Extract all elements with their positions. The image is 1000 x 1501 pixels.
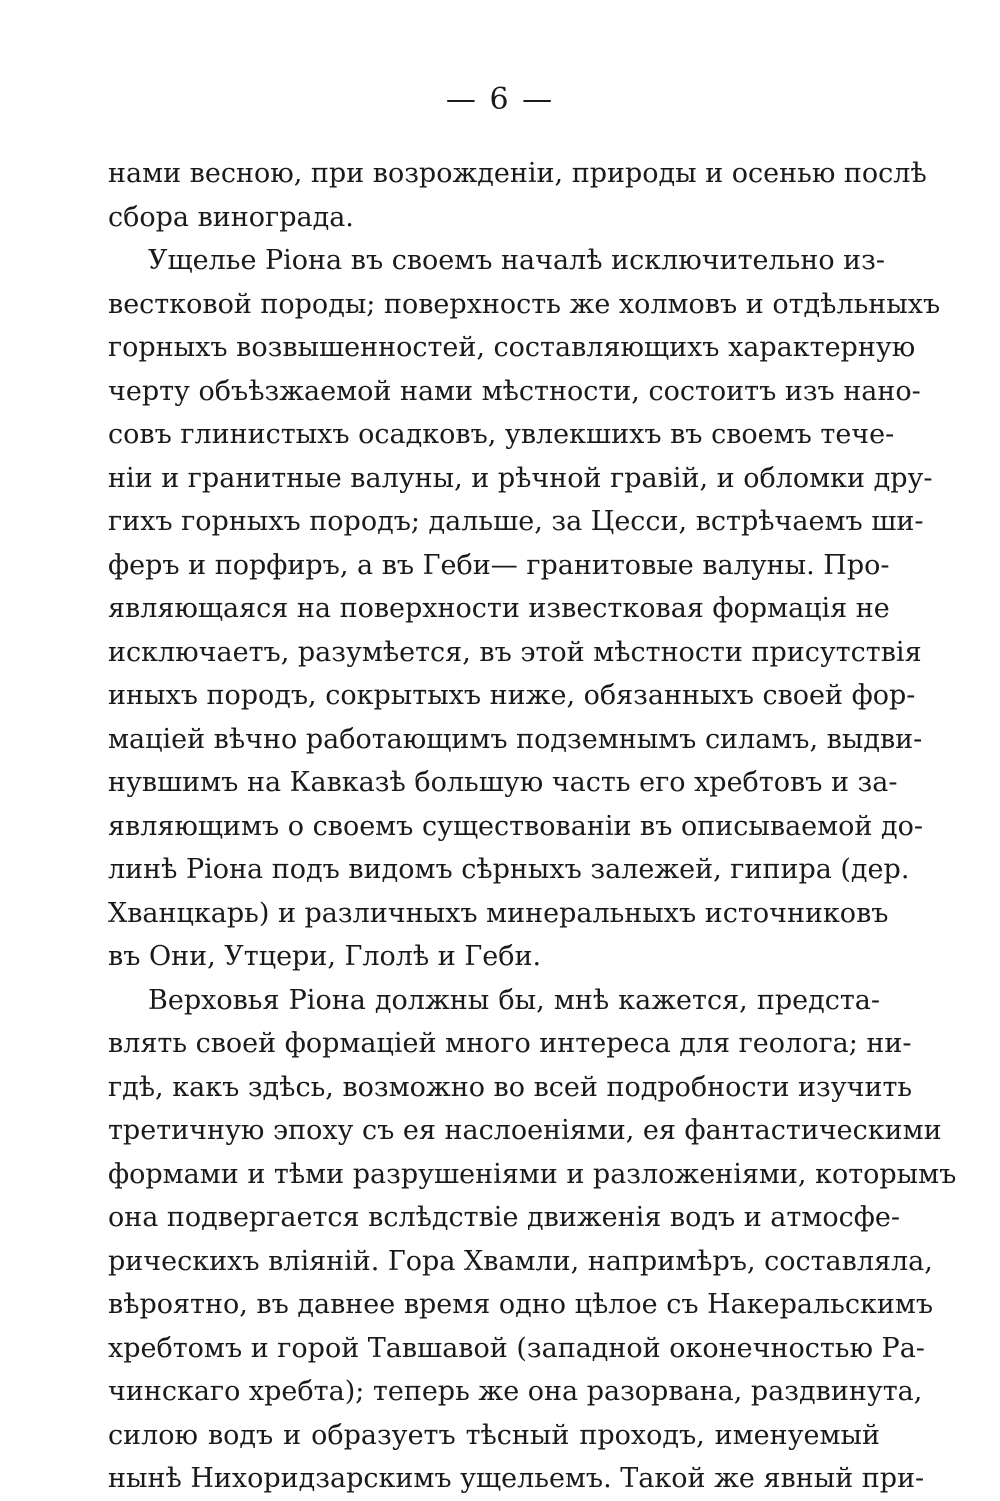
text-line: маціей вѣчно работающимъ подземнымъ силамъ, выдви- (108, 723, 923, 755)
text-line: линѣ Ріона подъ видомъ сѣрныхъ залежей, гипира (дер. (108, 854, 910, 885)
text-line: ніи и гранитные валуны, и рѣчной гравій, и обломки дру- (108, 462, 933, 494)
text-line: гихъ горныхъ породъ; дальше, за Цесси, встрѣчаемъ ши- (108, 506, 924, 537)
text-line: чинскаго хребта); теперь же она разорвана, раздвинута, (108, 1376, 923, 1407)
text-line: она подвергается вслѣдствіе движенія водъ и атмосфе- (108, 1202, 900, 1233)
text-line: исключаетъ, разумѣется, въ этой мѣстности присутствія (108, 636, 922, 668)
text-line: Хванцкарь) и различныхъ минеральныхъ источниковъ (108, 897, 889, 929)
text-line: вѣроятно, въ давнее время одно цѣлое съ Накеральскимъ (108, 1289, 934, 1320)
text-line: горныхъ возвышенностей, составляющихъ характерную (108, 332, 916, 363)
text-line: въ Они, Утцери, Глолѣ и Геби. (108, 941, 542, 972)
text-line: вестковой породы; поверхность же холмовъ и отдѣльныхъ (108, 288, 941, 320)
text-line: являющаяся на поверхности известковая формація не (108, 593, 890, 624)
text-line: иныхъ породъ, сокрытыхъ ниже, обязанныхъ своей фор- (108, 680, 916, 711)
text-line: силою водъ и образуетъ тѣсный проходъ, именуемый (108, 1419, 880, 1451)
text-line: гдѣ, какъ здѣсь, возможно во всей подробности изучить (108, 1071, 913, 1103)
text-line: влять своей формаціей много интереса для геолога; ни- (108, 1028, 912, 1059)
text-line: нами весною, при возрожденіи, природы и осенью послѣ (108, 158, 927, 189)
text-line: совъ глинистыхъ осадковъ, увлекшихъ въ своемъ тече- (108, 419, 895, 450)
text-line: нувшимъ на Кавказѣ большую часть его хребтовъ и за- (108, 767, 898, 798)
text-line: третичную эпоху съ ея наслоеніями, ея фантастическими (108, 1115, 942, 1146)
text-line: хребтомъ и горой Тавшавой (западной оконечностью Ра- (108, 1332, 925, 1364)
paragraph-start-line: Верховья Ріона должны бы, мнѣ кажется, предста- (148, 984, 880, 1016)
text-line: феръ и порфиръ, а въ Геби— гранитовые валуны. Про- (108, 549, 890, 581)
text-line: нынѣ Нихоридзарскимъ ущельемъ. Такой же явный при- (108, 1463, 925, 1494)
text-line: черту объѣзжаемой нами мѣстности, состоитъ изъ нано- (108, 375, 921, 407)
text-line: формами и тѣми разрушеніями и разложеніями, которымъ (108, 1158, 957, 1190)
text-line: являющимъ о своемъ существованіи въ описываемой до- (108, 810, 923, 842)
text-line: сбора винограда. (108, 201, 354, 233)
body-text (108, 152, 957, 1501)
text-line: рическихъ вліяній. Гора Хвамли, напримѣръ, составляла, (108, 1245, 933, 1277)
paragraph-start-line: Ущелье Ріона въ своемъ началѣ исключительно из- (148, 245, 886, 276)
page-number: — 6 — (445, 82, 555, 117)
